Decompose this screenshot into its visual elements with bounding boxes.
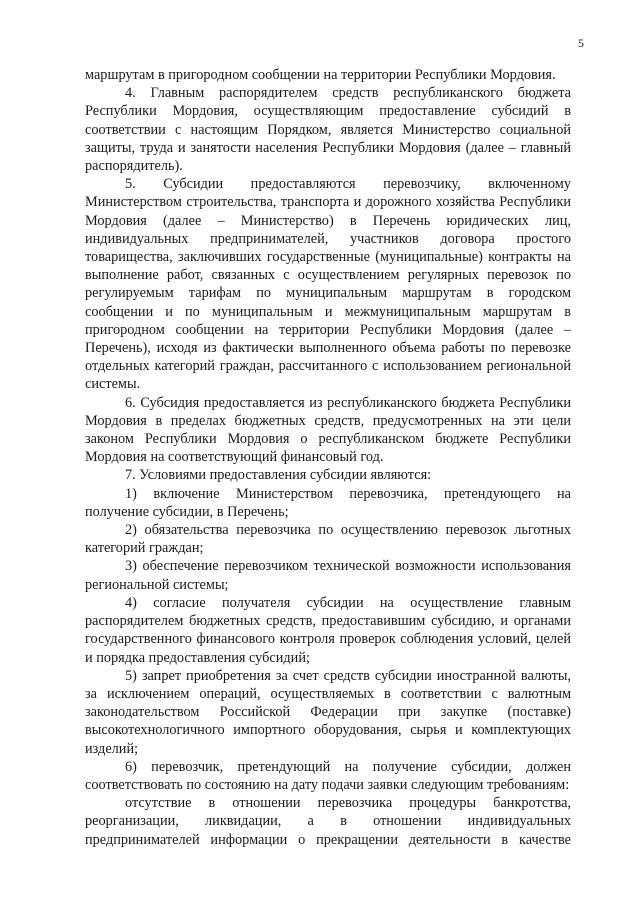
paragraph-1: маршрутам в пригородном сообщении на территории Республики Мордовия.	[85, 67, 556, 83]
paragraph-5: 7. Условиями предоставления субсидии являются:	[125, 467, 432, 484]
paragraph-2: 4. Главным распорядителем средств республиканского бюджета Республики Мордовия, осуществляющим предоставление субсидий в соответствии с настоящим Порядком, является Министерство социальной защиты, труда и занятости населения Республики Мордовия (далее – главный распорядитель).	[85, 85, 571, 175]
paragraph-4: 6. Субсидия предоставляется из республиканского бюджета Республики Мордовия в пределах бюджетных средств, предусмотренных на эти цели законом Республики Мордовия о республиканском бюджете Республики Мордовия на соответствующий финансовый год.	[85, 394, 571, 466]
paragraph-continuation: отсутствие в отношении перевозчика процедуры банкротства, реорганизации, ликвидации, а в отношении индивидуальных предпринимателей информации о прекращении деятельности в качестве	[85, 795, 571, 848]
paragraph-3: 5. Субсидии предоставляются перевозчику, включенному Министерством строительства, транспорта и дорожного хозяйства Республики Мордовия (далее – Министерство) в Перечень юридических лиц, индивидуальных предпринимателей, участников договора простого товарищества, заключивших государственные (муниципальные) контракты на выполнение работ, связанных с осуществлением регулярных перевозок по регулируемым тарифам по муниципальным маршрутам в городском сообщении и по муниципальным и межмуниципальным маршрутам в пригородном сообщении на территории Республики Мордовия (далее – Перечень), исходя из фактически выполненного объема работы по перевозке отдельных категорий граждан, рассчитанного с использованием региональной системы.	[85, 176, 571, 393]
page-number: 5	[578, 36, 584, 50]
list-item-6: 6) перевозчик, претендующий на получение субсидии, должен соответствовать по состоянию на дату подачи заявки следующим требованиям:	[85, 758, 571, 793]
list-item-3: 3) обеспечение перевозчиком технической возможности использования региональной системы;	[85, 558, 571, 593]
list-item-4: 4) согласие получателя субсидии на осуществление главным распорядителем бюджетных средств, предоставившим субсидию, и органами государственного финансового контроля проверок соблюдения условий, целей и порядка предоставления субсидий;	[85, 594, 571, 666]
list-item-1: 1) включение Министерством перевозчика, претендующего на получение субсидии, в Перечень;	[85, 485, 571, 520]
list-item-2: 2) обязательства перевозчика по осуществлению перевозок льготных категорий граждан;	[85, 522, 571, 557]
document-body	[85, 66, 571, 849]
list-item-5: 5) запрет приобретения за счет средств субсидии иностранной валюты, за исключением операций, осуществляемых в соответствии с валютным законодательством Российской Федерации при закупке (поставке) высокотехнологичного импортного оборудования, сырья и комплектующих изделий;	[85, 667, 571, 757]
